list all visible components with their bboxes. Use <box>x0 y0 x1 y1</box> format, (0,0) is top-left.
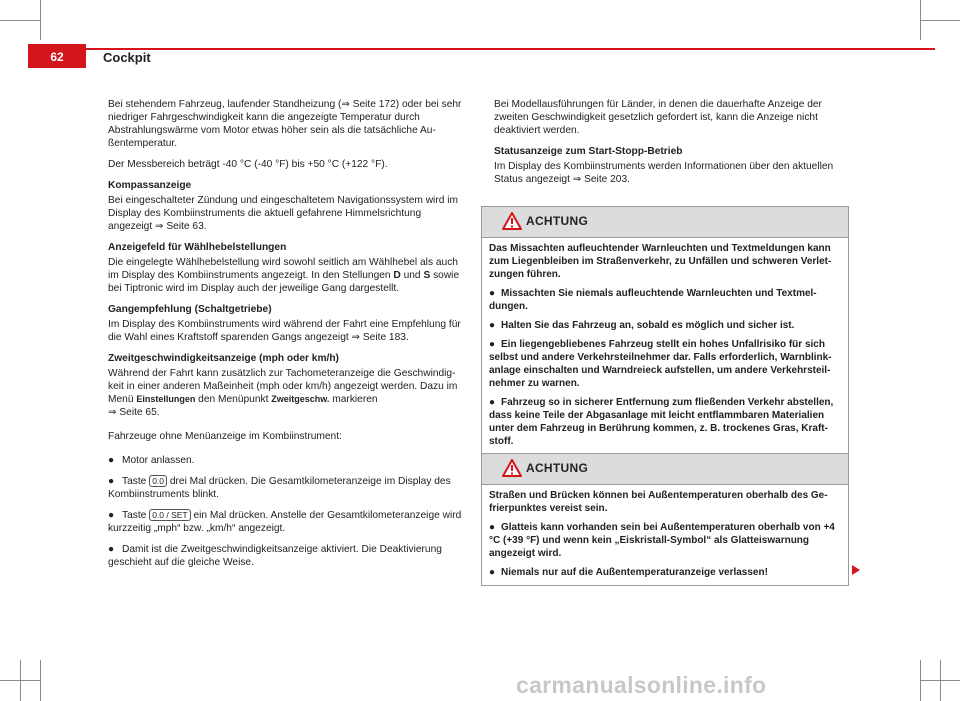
crop-mark <box>40 0 41 40</box>
bullet: ● <box>108 476 115 487</box>
text: ein Mal drücken. Anstelle der Gesamtkilometeranzeige wird kurzzeitig „mph“ bzw. „km/h“ angezeigt. <box>108 510 462 534</box>
text: Halten Sie das Fahrzeug an, sobald es möglich und sicher ist. <box>501 320 795 331</box>
text: Taste <box>122 476 150 487</box>
bullet: ● <box>489 522 496 533</box>
page-number: 62 <box>28 44 86 68</box>
section-heading: Zweitgeschwindigkeitsanzeige (mph oder km/h) <box>108 353 339 364</box>
page-reference: ⇒ Seite 65. <box>108 407 160 418</box>
menu-item: Zweitgeschw. <box>271 394 330 404</box>
text: Fahrzeug so in sicherer Entfernung zum fließenden Verkehr abstellen, dass keine Teile der Abgasanlage mit leicht entflammbaren Materialien unter dem Fahrzeug in Berührung kommen, z. B. trockenes Gras, Kraft-stoff. <box>489 397 834 447</box>
list-item <box>108 475 464 501</box>
warning-title: ACHTUNG <box>526 214 589 228</box>
section-heading: Gangempfehlung (Schaltgetriebe) <box>108 304 272 315</box>
text: den Menüpunkt <box>195 394 272 405</box>
warning-triangle-icon <box>502 212 522 234</box>
warning-item <box>489 338 841 390</box>
bullet: ● <box>489 288 496 299</box>
crop-mark <box>20 660 21 701</box>
section-heading: Statusanzeige zum Start-Stopp-Betrieb <box>494 146 683 157</box>
warning-title: ACHTUNG <box>526 461 589 475</box>
crop-mark <box>920 660 921 701</box>
crop-mark <box>940 660 941 701</box>
text: Missachten Sie niemals aufleuchtende Warnleuchten und Textmel-dungen. <box>489 288 817 312</box>
warning-item <box>489 319 841 332</box>
text: Damit ist die Zweitgeschwindigkeitsanzeige aktiviert. Die Deaktivierung geschieht auf die gleiche Weise. <box>108 544 442 568</box>
bullet: ● <box>108 510 115 521</box>
list-item <box>108 509 464 535</box>
paragraph <box>108 367 464 419</box>
text: und <box>400 270 424 281</box>
bullet: ● <box>108 455 115 466</box>
paragraph: Bei eingeschalteter Zündung und eingeschaltetem Navigationssystem wird im Display des Kombiinstruments die aktuell gefahrene Himmelsrichtung angezeigt ⇒ Seite 63. <box>108 195 458 232</box>
warning-item <box>489 521 841 560</box>
warning-box <box>481 206 849 455</box>
position-s: S <box>423 270 431 281</box>
set-key: 0.0 / SET <box>149 509 190 521</box>
section-heading: Anzeigefeld für Wählhebelstellungen <box>108 242 287 253</box>
list-item <box>108 454 464 467</box>
header-rule <box>40 48 935 50</box>
text: Die eingelegte Wählhebelstellung wird sowohl seitlich am Wählhebel als auch im Display des Kombiinstruments angezeigt. In den Stellungen <box>108 257 458 281</box>
paragraph: Im Display des Kombiinstruments wird während der Fahrt eine Empfehlung für die Wahl eines Kraftstoff sparenden Gangs angezeigt ⇒ Seite 183. <box>108 319 461 343</box>
warning-item <box>489 566 841 579</box>
menu-name: Einstellungen <box>136 394 196 404</box>
text: Niemals nur auf die Außentemperaturanzeige verlassen! <box>501 567 768 578</box>
left-column <box>108 98 464 577</box>
warning-header <box>482 207 848 238</box>
bullet: ● <box>489 397 496 408</box>
position-d: D <box>393 270 401 281</box>
crop-mark <box>0 20 40 21</box>
crop-mark <box>40 660 41 701</box>
text: Taste <box>122 510 150 521</box>
bullet: ● <box>489 339 496 350</box>
bullet: ● <box>108 544 115 555</box>
trip-reset-key: 0.0 <box>149 475 167 487</box>
list-item <box>108 543 464 569</box>
warning-item <box>489 287 841 313</box>
text: drei Mal drücken. Die Gesamtkilometeranzeige im Display des Kombiinstruments blinkt. <box>108 476 451 500</box>
bullet: ● <box>489 320 496 331</box>
section-heading: Kompassanzeige <box>108 180 192 191</box>
paragraph <box>108 256 464 295</box>
warning-body <box>482 485 848 585</box>
bullet: ● <box>489 567 496 578</box>
right-column <box>494 98 850 194</box>
paragraph: Im Display des Kombiinstruments werden Informationen über den aktuellen Status angezeigt ⇒ Seite 203. <box>494 161 834 185</box>
watermark: carmanualsonline.info <box>516 672 767 698</box>
text: Motor anlassen. <box>122 455 195 466</box>
paragraph: Der Messbereich beträgt -40 °C (-40 °F) bis +50 °C (+122 °F). <box>108 159 388 170</box>
paragraph: Bei Modellausführungen für Länder, in denen die dauerhafte Anzeige der zweiten Geschwindigkeit gesetzlich gefordert ist, kann die Anzeige nicht deaktiviert werden. <box>494 99 822 136</box>
text: Während der Fahrt kann zusätzlich zur Tachometeranzeige die Geschwindig-keit in einer anderen Maßeinheit (mph oder km/h) angezeigt werden. Dazu im Menü <box>108 368 458 405</box>
paragraph: Fahrzeuge ohne Menüanzeige im Kombiinstrument: <box>108 431 342 442</box>
continue-arrow-icon <box>851 563 861 581</box>
warning-box <box>481 453 849 586</box>
text: sowie bei Tiptronic wird im Display auch der jeweilige Gang dargestellt. <box>108 270 460 294</box>
warning-text: Straßen und Brücken können bei Außentemperaturen oberhalb des Ge-frierpunktes vereist sein. <box>489 490 828 514</box>
paragraph: Bei stehendem Fahrzeug, laufender Standheizung (⇒ Seite 172) oder bei sehr niedriger Fahrgeschwindigkeit kann die angezeigte Temperatur durch Abstrahlungswärme vom Motor etwas höher sein als die tatsächliche Au-ßentemperatur. <box>108 99 462 149</box>
text: Glatteis kann vorhanden sein bei Außentemperaturen oberhalb von +4 °C (+39 °F) und wenn kein „Eiskristall-Symbol“ als Glatteiswarnung angezeigt wird. <box>489 522 835 559</box>
warning-text: Das Missachten aufleuchtender Warnleuchten und Textmeldungen kann zum Liegenbleiben im Straßenverkehr, zu Unfällen und schweren Verlet-zungen führen. <box>489 243 832 280</box>
text: Ein liegengebliebenes Fahrzeug stellt ein hohes Unfallrisiko für sich selbst und andere Verkehrsteilnehmer dar. Falls erforderlich, Warnblink-anlage einschalten und Warndreieck aufstellen, um andere Verkehrsteil-nehmer zu warnen. <box>489 339 832 389</box>
text: markieren <box>329 394 378 405</box>
warning-header <box>482 454 848 485</box>
warning-item <box>489 396 841 448</box>
chapter-title: Cockpit <box>103 50 151 65</box>
crop-mark <box>920 0 921 40</box>
warning-triangle-icon <box>502 459 522 481</box>
crop-mark <box>920 20 960 21</box>
warning-body <box>482 238 848 454</box>
